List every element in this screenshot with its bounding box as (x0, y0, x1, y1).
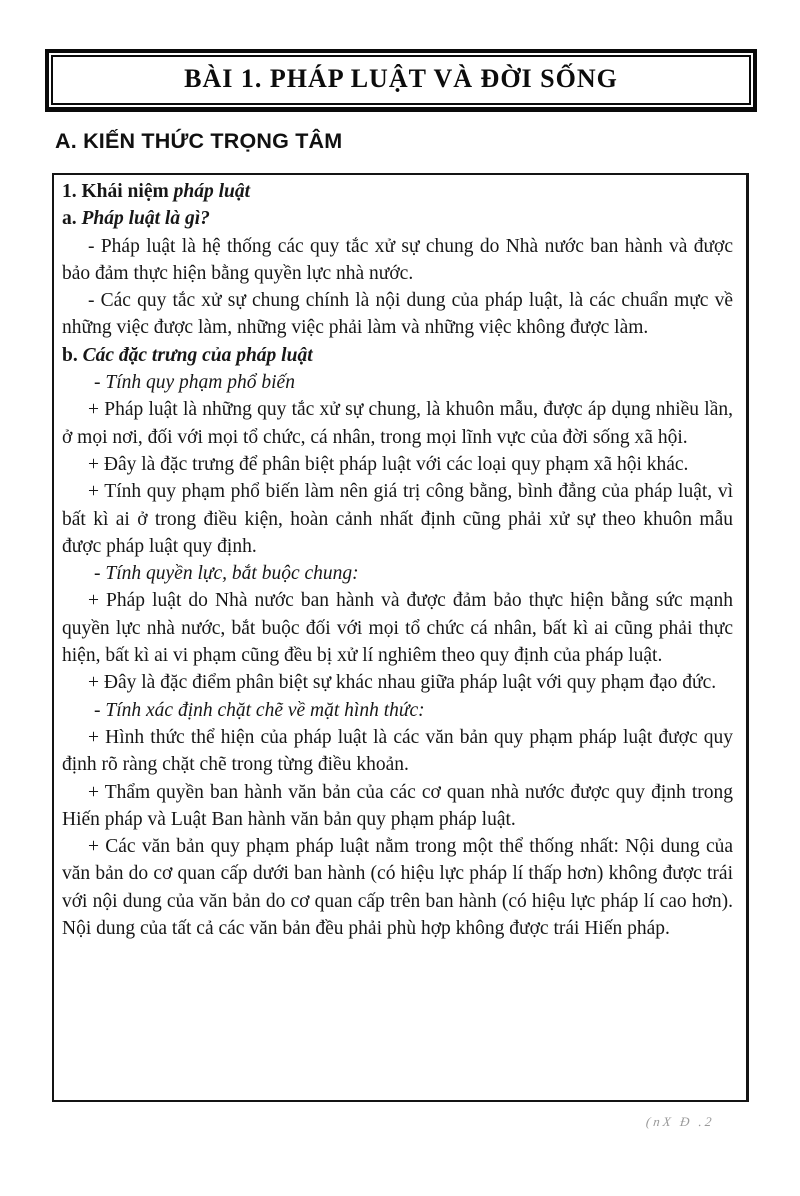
paragraph: - Pháp luật là hệ thống các quy tắc xử sự chung do Nhà nước ban hành và được bảo đảm thực hiện bằng quyền lực nhà nước. (62, 235, 733, 284)
concept-heading (62, 178, 733, 205)
lesson-title: BÀI 1. PHÁP LUẬT VÀ ĐỜI SỐNG (184, 64, 618, 93)
lesson-title-banner (45, 49, 757, 112)
subheading-a-term: Pháp luật là gì? (81, 208, 210, 230)
paragraph: + Các văn bản quy phạm pháp luật nằm trong một thể thống nhất: Nội dung của văn bản do cơ quan cấp dưới ban hành (có hiệu lực pháp lí thấp hơn) không được trái với nội dung của văn bản do cơ quan cấp trên ban hành (có hiệu lực pháp lí cao hơn). Nội dung của tất cả các văn bản đều phải phù hợp không được trái Hiến pháp. (62, 836, 733, 940)
page-footer-mark: (nX Ð .2 (645, 1114, 716, 1129)
subheading-a-label: a. (62, 208, 82, 230)
paragraph: + Đây là đặc điểm phân biệt sự khác nhau giữa pháp luật với quy phạm đạo đức. (88, 672, 717, 694)
characteristic-heading: - Tính quyền lực, bắt buộc chung: (94, 563, 359, 585)
lesson-title-inner-frame (51, 55, 751, 105)
subheading-a (62, 205, 733, 232)
section-heading: A. KIẾN THỨC TRỌNG TÂM (55, 129, 343, 153)
subheading-b (62, 342, 733, 369)
concept-heading-label: 1. Khái niệm (62, 181, 174, 202)
concept-heading-term: pháp luật (173, 181, 250, 202)
subheading-b-label: b. (62, 344, 83, 366)
paragraph: + Đây là đặc trưng để phân biệt pháp luật với các loại quy phạm xã hội khác. (88, 453, 689, 475)
paragraph: + Pháp luật do Nhà nước ban hành và được đảm bảo thực hiện bằng sức mạnh quyền lực nhà nước, bắt buộc đối với mọi tổ chức cá nhân, bất kì ai cũng phải thực hiện, bất kì ai vi phạm cũng đều bị xử lí nghiêm theo quy định của pháp luật. (62, 590, 733, 667)
characteristic-heading: - Tính xác định chặt chẽ về mặt hình thức: (94, 699, 425, 721)
paragraph: - Các quy tắc xử sự chung chính là nội dung của pháp luật, là các chuẩn mực về những việc được làm, những việc phải làm và những việc không được làm. (62, 290, 733, 339)
paragraph: + Hình thức thể hiện của pháp luật là các văn bản quy phạm pháp luật được quy định rõ ràng chặt chẽ trong từng điều khoản. (62, 726, 733, 776)
content-box (52, 173, 749, 1102)
characteristic-heading: - Tính quy phạm phổ biến (94, 372, 295, 394)
paragraph: + Tính quy phạm phổ biến làm nên giá trị công bằng, bình đẳng của pháp luật, vì bất kì ai ở trong điều kiện, hoàn cảnh nhất định cũng phải xử sự theo khuôn mẫu được pháp luật quy định. (62, 481, 733, 557)
subheading-b-term: Các đặc trưng của pháp luật (82, 344, 313, 366)
paragraph: + Pháp luật là những quy tắc xử sự chung, là khuôn mẫu, được áp dụng nhiều lần, ở mọi nơi, đối với mọi tổ chức, cá nhân, trong mọi lĩnh vực của đời sống xã hội. (62, 399, 733, 448)
paragraph: + Thẩm quyền ban hành văn bản của các cơ quan nhà nước được quy định trong Hiến pháp và Luật Ban hành văn bản quy phạm pháp luật. (62, 781, 733, 830)
